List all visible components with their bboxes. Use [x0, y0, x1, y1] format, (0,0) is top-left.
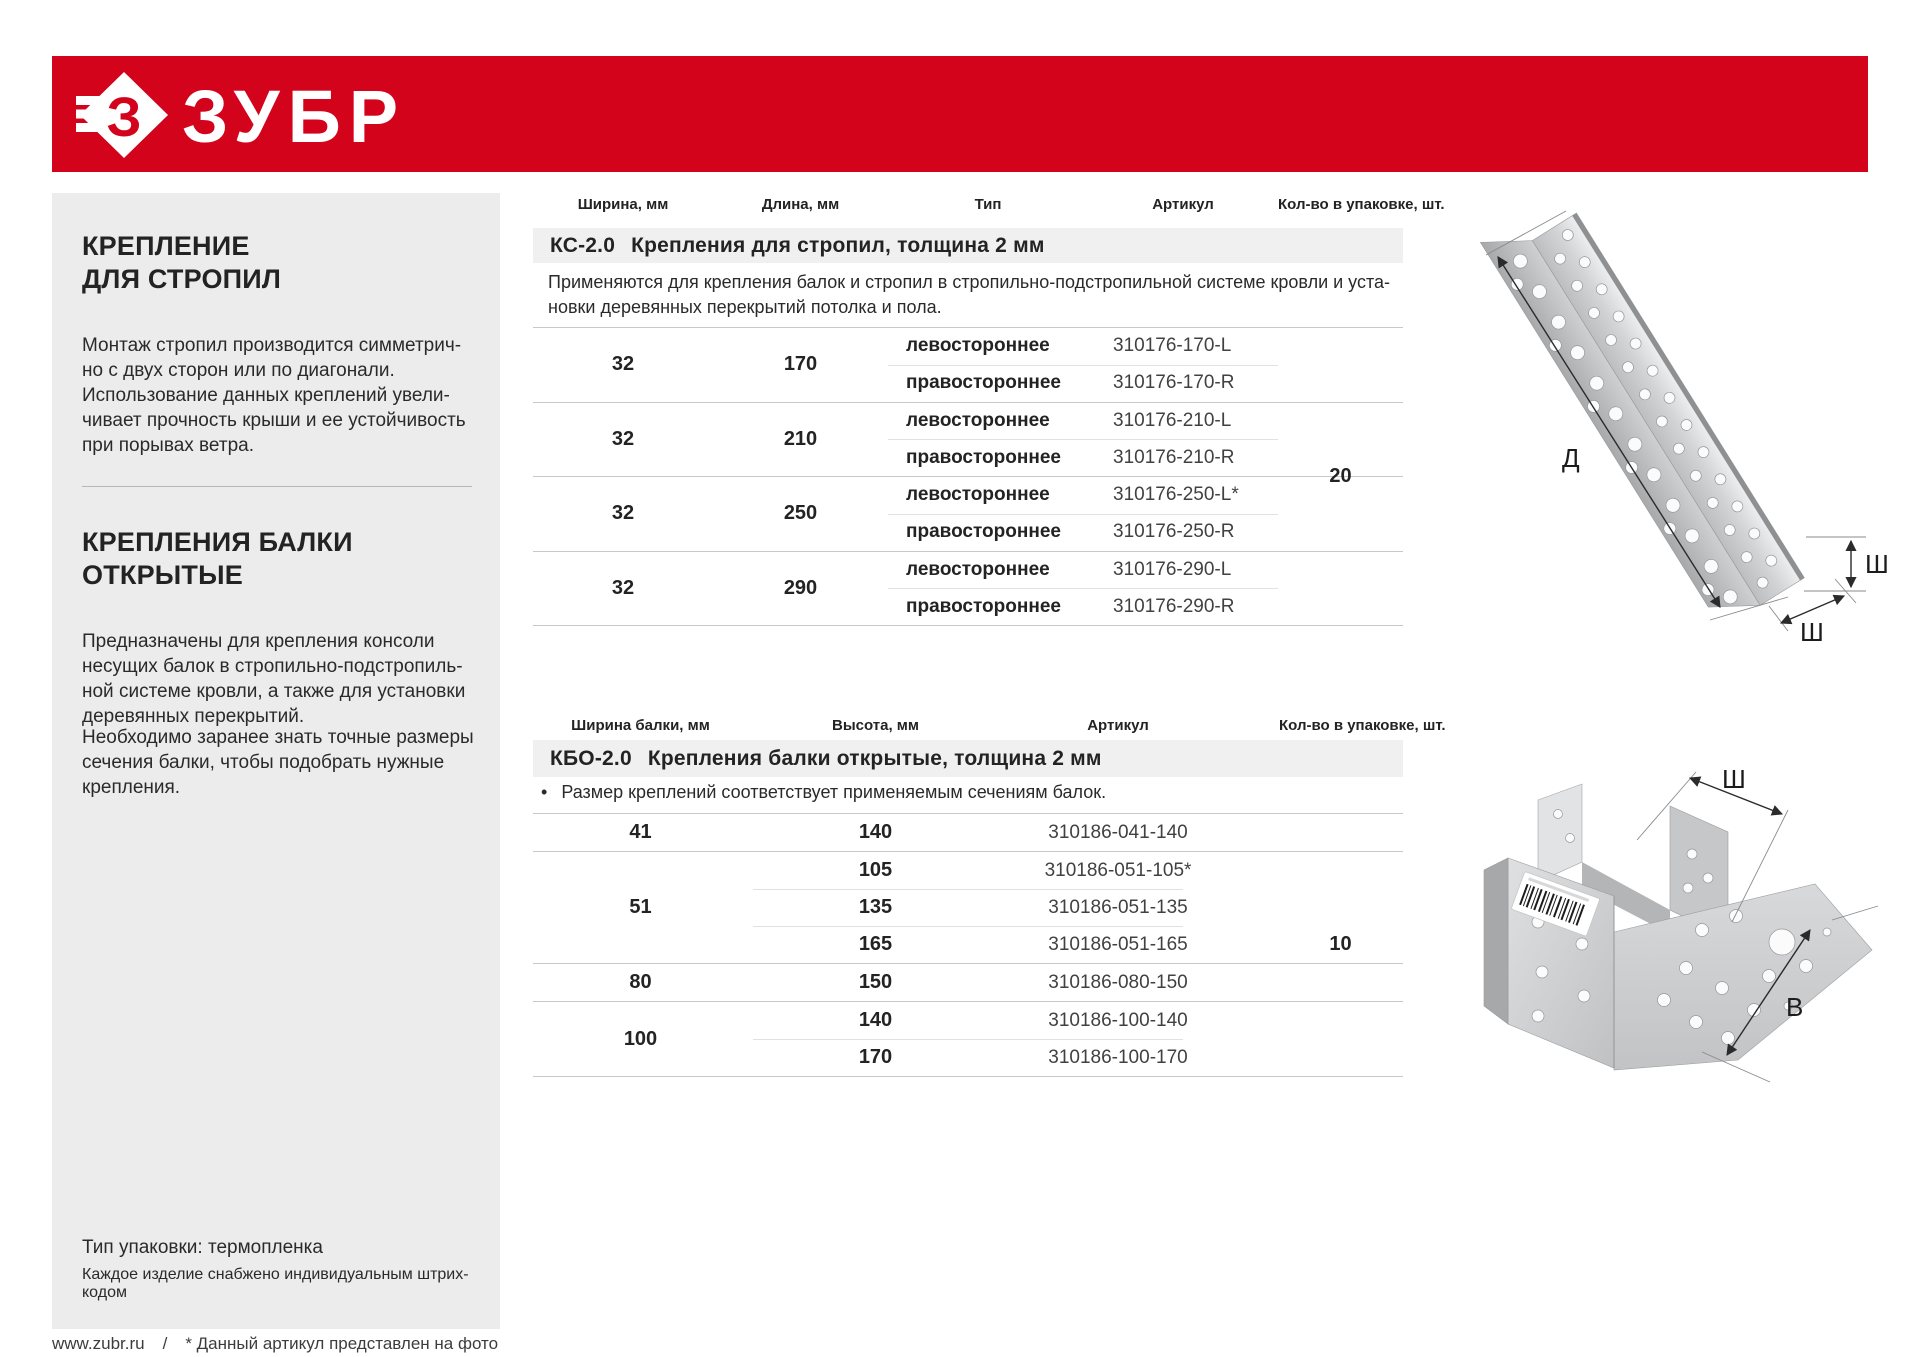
- pack-qty-value: 10: [1329, 933, 1352, 955]
- sidebar: [52, 193, 500, 1329]
- sidebar-title-beam: [82, 526, 476, 592]
- sidebar-text-beam-2: [82, 725, 486, 800]
- rafter-table-column-headers: [533, 190, 1445, 218]
- table-row-group: [533, 476, 1403, 551]
- section-title: Крепления для стропил, толщина 2 мм: [631, 233, 1045, 257]
- logo-letter: З: [106, 85, 142, 148]
- text-line: КРЕПЛЕНИЯ БАЛКИ: [82, 527, 353, 557]
- text-line: но с двух сторон или по диагонали.: [82, 360, 395, 381]
- table-row-group: [533, 963, 1403, 1001]
- article-value: 310186-051-105*: [1044, 859, 1192, 881]
- length-value: 290: [783, 576, 818, 599]
- article-value: 310176-250-R: [1113, 521, 1235, 543]
- beam-section-bullet: [541, 782, 1106, 803]
- text-line: ДЛЯ СТРОПИЛ: [82, 264, 282, 294]
- type-value: правостороннее: [906, 595, 1061, 617]
- beam-fasteners-table: [533, 712, 1446, 1082]
- type-value: левостороннее: [906, 558, 1050, 580]
- column-header-article: Артикул: [1152, 195, 1214, 213]
- article-value: 310186-100-140: [1048, 1009, 1188, 1031]
- zubr-logo-icon: [76, 66, 546, 162]
- text-line: при порывах ветра.: [82, 435, 254, 456]
- footer: [52, 1334, 498, 1354]
- text-line: деревянных перекрытий.: [82, 706, 305, 727]
- rafter-bracket-image: [1470, 165, 1900, 643]
- type-value: левостороннее: [906, 409, 1050, 431]
- footer-separator: /: [162, 1334, 168, 1353]
- packaging-note: Тип упаковки: термопленка: [82, 1237, 323, 1258]
- length-value: 170: [783, 353, 818, 376]
- table-row-group: [533, 327, 1403, 402]
- column-header-pack-qty: Кол-во в упаковке, шт.: [1278, 195, 1445, 213]
- text-line: Применяются для крепления балок и стропил в стропильно-подстропильной системе кровли и уста-: [548, 272, 1391, 292]
- beam-bracket-metal: [1484, 784, 1872, 1070]
- table-row-group: [533, 402, 1403, 477]
- height-value: 105: [858, 859, 893, 881]
- height-value: 165: [858, 933, 893, 955]
- type-value: левостороннее: [906, 484, 1050, 506]
- height-value: 140: [858, 1009, 893, 1031]
- beam-width-value: 100: [623, 1027, 658, 1050]
- article-value: 310176-290-L: [1113, 558, 1232, 580]
- section-code: КБО-2.0: [550, 746, 632, 770]
- brand-name: ЗУБР: [182, 75, 407, 158]
- article-value: 310176-170-L: [1113, 335, 1232, 357]
- article-value: 310176-210-L: [1113, 409, 1232, 431]
- article-value: 310176-250-L*: [1113, 484, 1239, 506]
- text-line: Использование данных креплений увели-: [82, 385, 450, 406]
- width-value: 32: [611, 353, 635, 376]
- rafter-section-description: [548, 270, 1390, 320]
- sub-row-separator: [753, 1039, 1183, 1040]
- article-value: 310186-051-165: [1048, 933, 1188, 955]
- table-row-group: [533, 851, 1403, 963]
- dimension-label-width-bottom: Ш: [1800, 617, 1824, 643]
- beam-table-rows: [533, 813, 1403, 1077]
- dimension-label-length: Д: [1562, 443, 1580, 473]
- width-value: 32: [611, 502, 635, 525]
- column-header-type: Тип: [974, 195, 1002, 213]
- beam-table-column-headers: [533, 712, 1446, 738]
- text-line: ОТКРЫТЫЕ: [82, 560, 243, 590]
- rafter-fasteners-table: [533, 190, 1445, 640]
- column-header-pack-qty: Кол-во в упаковке, шт.: [1279, 716, 1446, 734]
- height-value: 140: [858, 821, 893, 843]
- bullet-text: Размер креплений соответствует применяемым сечениям балок.: [561, 782, 1107, 802]
- text-line: Монтаж стропил производится симметрич-: [82, 335, 462, 356]
- article-value: 310186-080-150: [1048, 971, 1188, 993]
- section-code: КС-2.0: [550, 233, 616, 257]
- bullet-icon: •: [541, 782, 548, 802]
- table-row-group: [533, 551, 1403, 626]
- article-value: 310176-290-R: [1113, 595, 1235, 617]
- height-value: 150: [858, 971, 893, 993]
- type-value: левостороннее: [906, 335, 1050, 357]
- sub-row-separator: [888, 439, 1278, 440]
- rafter-section-header: [533, 228, 1403, 263]
- type-value: правостороннее: [906, 446, 1061, 468]
- text-line: новки деревянных перекрытий потолка и пола.: [548, 297, 942, 317]
- height-value: 170: [858, 1046, 893, 1068]
- sidebar-text-beam-1: [82, 629, 486, 729]
- table-row-group: [533, 813, 1403, 851]
- text-line: несущих балок в стропильно-подстропиль-: [82, 656, 463, 677]
- pack-qty-value: 20: [1329, 464, 1352, 487]
- sidebar-text-rafter: [82, 333, 486, 458]
- sidebar-title-rafter: [82, 230, 476, 296]
- height-value: 135: [858, 896, 893, 918]
- length-value: 250: [783, 502, 818, 525]
- sub-row-separator: [888, 514, 1278, 515]
- rafter-table-rows: [533, 327, 1403, 626]
- text-line: Предназначены для крепления консоли: [82, 631, 435, 652]
- width-value: 32: [611, 576, 635, 599]
- rafter-bracket-metal: [1480, 191, 1804, 629]
- beam-width-value: 41: [629, 821, 652, 843]
- text-line: ной системе кровли, а также для установки: [82, 681, 466, 702]
- type-value: правостороннее: [906, 521, 1061, 543]
- sidebar-divider: [82, 486, 472, 487]
- article-value: 310176-210-R: [1113, 446, 1235, 468]
- column-header-article: Артикул: [1087, 716, 1149, 734]
- text-line: Необходимо заранее знать точные размеры: [82, 727, 474, 748]
- dimension-label-height: В: [1786, 992, 1804, 1022]
- article-value: 310186-100-170: [1048, 1046, 1188, 1068]
- column-header-length: Длина, мм: [761, 195, 840, 213]
- section-title: Крепления балки открытые, толщина 2 мм: [647, 746, 1102, 770]
- sub-row-separator: [888, 365, 1278, 366]
- beam-section-header: [533, 740, 1403, 777]
- article-value: 310176-170-R: [1113, 372, 1235, 394]
- dimension-label-width: Ш: [1722, 770, 1746, 794]
- footnote-text: * Данный артикул представлен на фото: [185, 1334, 499, 1353]
- type-value: правостороннее: [906, 372, 1061, 394]
- column-header-beam-width: Ширина балки, мм: [571, 716, 710, 734]
- sub-row-separator: [888, 588, 1278, 589]
- article-value: 310186-051-135: [1048, 896, 1188, 918]
- column-header-width: Ширина, мм: [577, 195, 669, 213]
- table-row-group: [533, 1001, 1403, 1076]
- length-value: 210: [783, 427, 818, 450]
- site-link[interactable]: www.zubr.ru: [52, 1334, 145, 1353]
- brand-header-band: [52, 56, 1868, 172]
- text-line: крепления.: [82, 777, 181, 798]
- text-line: сечения балки, чтобы подобрать нужные: [82, 752, 445, 773]
- sub-row-separator: [753, 926, 1183, 927]
- column-header-height: Высота, мм: [832, 716, 919, 734]
- beam-width-value: 80: [629, 971, 652, 993]
- sub-row-separator: [753, 889, 1183, 890]
- beam-width-value: 51: [629, 896, 652, 918]
- beam-bracket-image: [1480, 770, 1900, 1120]
- width-value: 32: [611, 427, 635, 450]
- barcode-note: Каждое изделие снабжено индивидуальным штрих-кодом: [82, 1266, 469, 1301]
- article-value: 310186-041-140: [1048, 821, 1188, 843]
- text-line: чивает прочность крыши и ее устойчивость: [82, 410, 466, 431]
- dimension-label-width-vertical: Ш: [1865, 549, 1889, 579]
- text-line: КРЕПЛЕНИЕ: [82, 231, 250, 261]
